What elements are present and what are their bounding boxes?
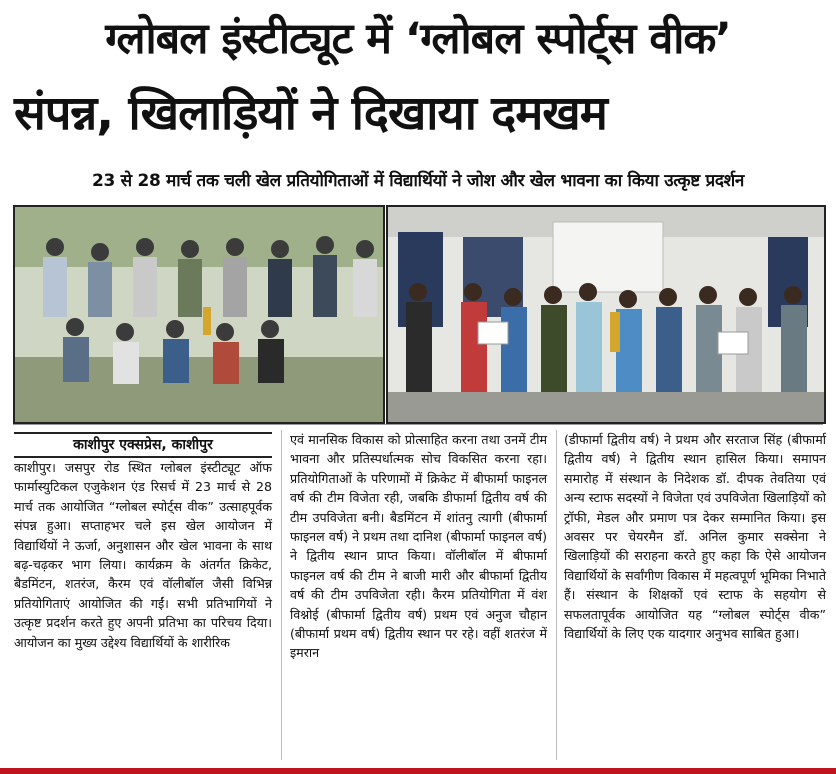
column-divider <box>556 430 557 760</box>
headline-line-1: ग्लोबल इंस्टीट्यूट में ‘ग्लोबल स्पोर्ट्स वीक’ <box>105 14 731 64</box>
group-photo-outdoor <box>13 205 385 424</box>
article-column-2 <box>290 430 547 663</box>
article-paragraph: (डीफार्मा द्वितीय वर्ष) ने प्रथम और सरताज सिंह (बीफार्मा द्वितीय वर्ष) ने द्वितीय स्थान हासिल किया। समापन समारोह में संस्थान के निदेशक डॉ. दीपक तेवतिया एवं अन्य स्टाफ सदस्यों ने विजेता एवं उपविजेता खिलाड़ियों को ट्रॉफी, मेडल और प्रमाण पत्र देकर सम्मानित किया। इस अवसर पर चेयरमैन डॉ. अनिल कुमार सक्सेना ने खिलाड़ियों की सराहना करते हुए कहा कि ऐसे आयोजन विद्यार्थियों के सर्वांगीण विकास में महत्वपूर्ण भूमिका निभाते हैं। संस्थान के शिक्षकों एवं स्टाफ के सहयोग से सफलतापूर्वक आयोजित यह “ग्लोबल स्पोर्ट्स वीक” विद्यार्थियों के लिए एक यादगार अनुभव साबित हुआ। <box>564 432 826 642</box>
subheadline: 23 से 28 मार्च तक चली खेल प्रतियोगिताओं में विद्यार्थियों ने जोश और खेल भावना का किया उत्कृष्ट प्रदर्शन <box>91 171 745 191</box>
award-ceremony-photo <box>386 205 826 424</box>
column-divider <box>281 430 282 760</box>
article-paragraph: काशीपुर। जसपुर रोड स्थित ग्लोबल इंस्टीट्यूट ऑफ फार्मास्युटिकल एजुकेशन एंड रिसर्च में 23 मार्च से 28 मार्च तक आयोजित “ग्लोबल स्पोर्ट्स वीक” उत्साहपूर्वक संपन्न हुआ। सप्ताहभर चले इस खेल आयोजन में विद्यार्थियों ने ऊर्जा, अनुशासन और खेल भावना के साथ बढ़-चढ़कर भाग लिया। कार्यक्रम के अंतर्गत क्रिकेट, बैडमिंटन, शतरंज, कैरम एवं वॉलीबॉल जैसी विभिन्न प्रतियोगिताएं आयोजित की गईं। सभी प्रतिभागियों ने उत्कृष्ट प्रदर्शन करते हुए अपनी प्रतिभा का परिचय दिया। आयोजन का मुख्य उद्देश्य विद्यार्थियों के शारीरिक <box>14 460 272 650</box>
bottom-accent-bar <box>0 768 836 774</box>
article-column-1 <box>14 458 272 652</box>
headline-line-2: संपन्न, खिलाड़ियों ने दिखाया दमखम <box>14 86 607 141</box>
dateline: काशीपुर एक्सप्रेस, काशीपुर <box>14 432 272 458</box>
article-paragraph: एवं मानसिक विकास को प्रोत्साहित करना तथा उनमें टीम भावना और प्रतिस्पर्धात्मक सोच विकसित करना रहा। प्रतियोगिताओं के परिणामों में क्रिकेट में बीफार्मा फाइनल वर्ष की टीम विजेता रही, जबकि डीफार्मा द्वितीय वर्ष की टीम उपविजेता बनी। बैडमिंटन में शांतनु त्यागी (बीफार्मा फाइनल वर्ष) ने प्रथम तथा दानिश (बीफार्मा फाइनल वर्ष) ने द्वितीय स्थान प्राप्त किया। वॉलीबॉल में बीफार्मा फाइनल वर्ष की टीम ने बाजी मारी और बीफार्मा द्वितीय वर्ष की टीम उपविजेता रही। कैरम प्रतियोगिता में वंश विश्नोई (बीफार्मा द्वितीय वर्ष) प्रथम एवं अनुज चौहान (बीफार्मा प्रथम वर्ष) द्वितीय स्थान पर रहे। वहीं शतरंज में इमरान <box>290 432 547 661</box>
section-divider <box>13 424 823 425</box>
article-column-3 <box>564 430 826 643</box>
